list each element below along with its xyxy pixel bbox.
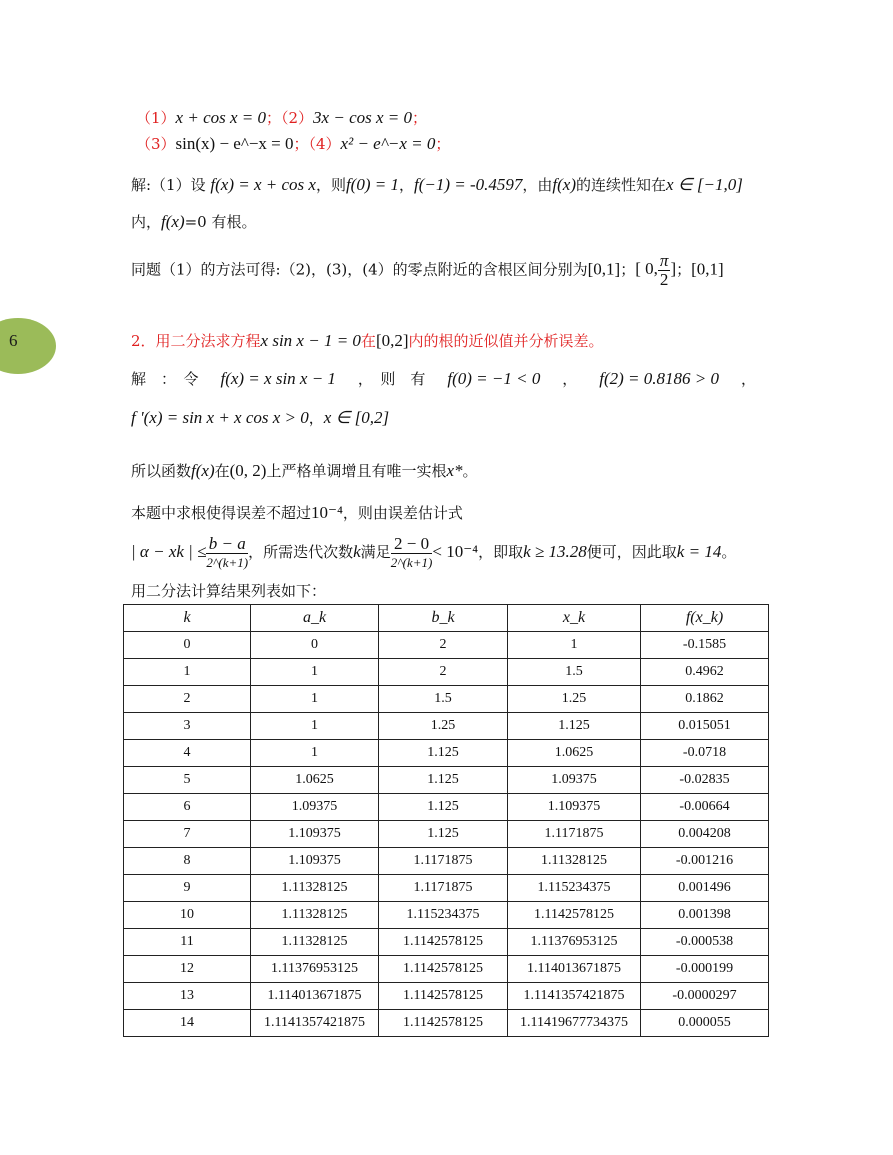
table-cell: 8 xyxy=(124,848,251,875)
table-row xyxy=(124,1010,769,1037)
table-cell: 1 xyxy=(251,686,379,713)
table-row xyxy=(124,740,769,767)
table-cell: 1.09375 xyxy=(508,767,641,794)
separator: ； xyxy=(412,109,428,127)
header-b-k: b_k xyxy=(379,605,508,632)
table-cell: 1.1171875 xyxy=(379,848,508,875)
table-row xyxy=(124,929,769,956)
text: ， 则 有 xyxy=(357,370,426,388)
solution-1-line-2 xyxy=(131,212,257,232)
formula: < 10⁻⁴ xyxy=(432,542,479,561)
table-cell: 1.125 xyxy=(379,821,508,848)
table-cell: -0.0000297 xyxy=(641,983,769,1010)
header-f-x-k: f(x_k) xyxy=(641,605,769,632)
table-cell: 1.0625 xyxy=(508,740,641,767)
table-cell: 2 xyxy=(124,686,251,713)
table-cell: 1.109375 xyxy=(251,848,379,875)
table-cell: 1.1142578125 xyxy=(508,902,641,929)
text: 在 xyxy=(360,332,376,350)
text: 内的根的近似值并分析误差。 xyxy=(408,332,604,350)
formula: k = 14 xyxy=(676,542,722,561)
table-cell: 1.114013671875 xyxy=(508,956,641,983)
table-cell: 1.114013671875 xyxy=(251,983,379,1010)
table-row xyxy=(124,767,769,794)
label-1: （1） xyxy=(136,109,176,127)
solution-2-line-4 xyxy=(131,503,463,523)
table-cell: -0.1585 xyxy=(641,632,769,659)
equation-line-2 xyxy=(136,134,450,154)
table-cell: 1.125 xyxy=(508,713,641,740)
table-cell: 1.1142578125 xyxy=(379,956,508,983)
interval: [0,2] xyxy=(375,331,409,350)
text: ，由 xyxy=(522,176,553,194)
table-cell: 1.125 xyxy=(379,767,508,794)
solution-2-line-3 xyxy=(131,461,478,481)
equation-line-1 xyxy=(136,108,427,128)
formula: 10⁻⁴ xyxy=(311,503,343,522)
table-cell: 1 xyxy=(251,740,379,767)
table-row xyxy=(124,848,769,875)
denominator: 2 xyxy=(659,270,669,289)
text: 满足 xyxy=(360,543,391,561)
table-cell: 1.1142578125 xyxy=(379,983,508,1010)
formula: f '(x) = sin x + x cos x > 0 xyxy=(131,408,309,427)
label-3: （3） xyxy=(136,135,176,153)
formula: x* xyxy=(446,461,463,480)
text: 2．用二分法求方程 xyxy=(131,332,261,350)
equation-2: 3x − cos x = 0 xyxy=(313,108,412,127)
table-cell: 1 xyxy=(124,659,251,686)
table-header-row xyxy=(124,605,769,632)
table-intro: 用二分法计算结果列表如下： xyxy=(131,582,327,600)
equation-1: x + cos x = 0 xyxy=(175,108,266,127)
solution-2-line-2 xyxy=(131,408,389,428)
text: ，则 xyxy=(315,176,346,194)
table-cell: 1.11376953125 xyxy=(508,929,641,956)
text: 。 xyxy=(721,543,737,561)
solution-1-line-3 xyxy=(131,252,724,289)
interval: [0,1] xyxy=(587,259,621,279)
text: 的连续性知在 xyxy=(576,176,667,194)
table-cell: -0.000538 xyxy=(641,929,769,956)
numerator: 2 − 0 xyxy=(391,535,433,554)
text: 同题（1）的方法可得:（2)，(3)，(4）的零点附近的含根区间分别为 xyxy=(131,260,588,279)
table-cell: 1.1171875 xyxy=(379,875,508,902)
table-cell: 1.11328125 xyxy=(251,902,379,929)
equation-4: x² − e^−x = 0 xyxy=(340,134,436,153)
label-4: ；（4） xyxy=(293,135,341,153)
table-row xyxy=(124,632,769,659)
interval-pi-half xyxy=(635,251,677,289)
table-row xyxy=(124,875,769,902)
table-cell: 1 xyxy=(251,713,379,740)
solution-2-line-1 xyxy=(131,369,756,389)
table-cell: 0 xyxy=(251,632,379,659)
separator: ； xyxy=(620,260,636,279)
table-row xyxy=(124,659,769,686)
text: =0 有根。 xyxy=(184,213,257,231)
table-row xyxy=(124,713,769,740)
bisection-results-table xyxy=(123,604,769,1037)
iteration-fraction xyxy=(391,535,433,572)
table-cell: 1.1171875 xyxy=(508,821,641,848)
table-cell: 13 xyxy=(124,983,251,1010)
text: ，即取 xyxy=(478,543,524,561)
table-cell: 1.25 xyxy=(508,686,641,713)
table-cell: 1.1142578125 xyxy=(379,929,508,956)
table-cell: 0.004208 xyxy=(641,821,769,848)
formula: f(x) = x + cos x xyxy=(210,175,316,194)
interval: [0,1] xyxy=(691,259,724,279)
table-row xyxy=(124,983,769,1010)
formula: | α − xk | ≤ xyxy=(131,542,207,561)
header-k: k xyxy=(124,605,251,632)
solution-2-line-5 xyxy=(131,532,736,572)
table-cell: 1.5 xyxy=(379,686,508,713)
formula: f(x) xyxy=(191,461,215,480)
table-cell: 2 xyxy=(379,632,508,659)
table-cell: 0.1862 xyxy=(641,686,769,713)
table-cell: 0.001398 xyxy=(641,902,769,929)
table-cell: 1.125 xyxy=(379,740,508,767)
formula: f(x) xyxy=(552,175,577,194)
table-cell: 1.115234375 xyxy=(379,902,508,929)
table-cell: 1.1142578125 xyxy=(379,1010,508,1037)
problem-2-title xyxy=(131,331,604,351)
table-cell: -0.02835 xyxy=(641,767,769,794)
text: 便可，因此取 xyxy=(586,543,677,561)
table-cell: 0.4962 xyxy=(641,659,769,686)
table-cell: 1.5 xyxy=(508,659,641,686)
fraction xyxy=(658,252,671,289)
text: 解 ： 令 xyxy=(131,370,199,388)
error-fraction xyxy=(206,535,248,572)
table-cell: 1.11328125 xyxy=(251,875,379,902)
table-cell: -0.0718 xyxy=(641,740,769,767)
table-cell: 1.115234375 xyxy=(508,875,641,902)
numerator: π xyxy=(659,251,669,270)
solution-1-line-1 xyxy=(131,175,743,195)
table-cell: 1.09375 xyxy=(251,794,379,821)
table-cell: 1.25 xyxy=(379,713,508,740)
page-number-badge xyxy=(0,318,56,374)
table-cell: 1.1141357421875 xyxy=(251,1010,379,1037)
text: ，所需迭代次数 xyxy=(248,543,354,561)
table-cell: 1.109375 xyxy=(251,821,379,848)
table-cell: 7 xyxy=(124,821,251,848)
formula: f(0) = 1 xyxy=(345,175,399,194)
table-cell: 14 xyxy=(124,1010,251,1037)
formula: x ∈ [−1,0] xyxy=(666,175,743,194)
formula: f(x) xyxy=(161,212,185,231)
table-cell: 1.11376953125 xyxy=(251,956,379,983)
page-number: 6 xyxy=(9,331,18,350)
header-x-k: x_k xyxy=(508,605,641,632)
table-cell: 0.000055 xyxy=(641,1010,769,1037)
table-cell: 9 xyxy=(124,875,251,902)
table-cell: 1 xyxy=(251,659,379,686)
formula: f(0) = −1 < 0 xyxy=(447,369,541,388)
text: ， xyxy=(740,370,756,388)
table-cell: 0.001496 xyxy=(641,875,769,902)
text: 解:（1）设 xyxy=(131,176,206,194)
text: ，则由误差估计式 xyxy=(342,504,463,522)
denominator: 2^(k+1) xyxy=(390,554,433,570)
formula: k xyxy=(353,542,361,561)
text: ， xyxy=(308,409,324,427)
table-cell: 4 xyxy=(124,740,251,767)
table-cell: 1.11328125 xyxy=(508,848,641,875)
label-2: ；（2） xyxy=(266,109,314,127)
header-a-k: a_k xyxy=(251,605,379,632)
text: ， xyxy=(398,176,414,194)
text: 所以函数 xyxy=(131,462,192,480)
table-cell: 1.11419677734375 xyxy=(508,1010,641,1037)
table-cell: 1 xyxy=(508,632,641,659)
table-cell: -0.001216 xyxy=(641,848,769,875)
separator: ； xyxy=(676,260,692,279)
table-row xyxy=(124,902,769,929)
table-cell: 1.11328125 xyxy=(251,929,379,956)
separator: ； xyxy=(435,135,451,153)
text: 内， xyxy=(131,213,162,231)
table-cell: 0.015051 xyxy=(641,713,769,740)
text: ， xyxy=(562,370,578,388)
table-cell: 5 xyxy=(124,767,251,794)
table-cell: 10 xyxy=(124,902,251,929)
table-cell: 0 xyxy=(124,632,251,659)
bracket-right: ] xyxy=(670,259,677,279)
table-cell: 6 xyxy=(124,794,251,821)
numerator: b − a xyxy=(206,535,248,554)
table-cell: 12 xyxy=(124,956,251,983)
table-row xyxy=(124,686,769,713)
table-cell: 2 xyxy=(379,659,508,686)
formula: f(x) = x sin x − 1 xyxy=(220,369,336,388)
interval: (0, 2) xyxy=(229,461,267,480)
text: 上严格单调增且有唯一实根 xyxy=(266,462,447,480)
table-row xyxy=(124,956,769,983)
table-cell: 11 xyxy=(124,929,251,956)
text: 。 xyxy=(462,462,478,480)
formula: x sin x − 1 = 0 xyxy=(260,331,361,350)
equation-3: sin(x) − e^−x = 0 xyxy=(175,134,294,153)
table-row xyxy=(124,794,769,821)
table-cell: 1.125 xyxy=(379,794,508,821)
formula: f(−1) = -0.4597 xyxy=(414,175,523,194)
table-cell: -0.00664 xyxy=(641,794,769,821)
text: 在 xyxy=(214,462,230,480)
table-cell: 1.0625 xyxy=(251,767,379,794)
denominator: 2^(k+1) xyxy=(206,554,249,570)
table-cell: 3 xyxy=(124,713,251,740)
table-row xyxy=(124,821,769,848)
table-cell: 1.109375 xyxy=(508,794,641,821)
bracket-left: [ 0, xyxy=(635,259,658,279)
formula: f(2) = 0.8186 > 0 xyxy=(599,369,719,388)
table-cell: 1.1141357421875 xyxy=(508,983,641,1010)
formula: x ∈ [0,2] xyxy=(323,408,390,427)
formula: k ≥ 13.28 xyxy=(523,542,587,561)
text: 本题中求根使得误差不超过 xyxy=(131,504,312,522)
table-cell: -0.000199 xyxy=(641,956,769,983)
